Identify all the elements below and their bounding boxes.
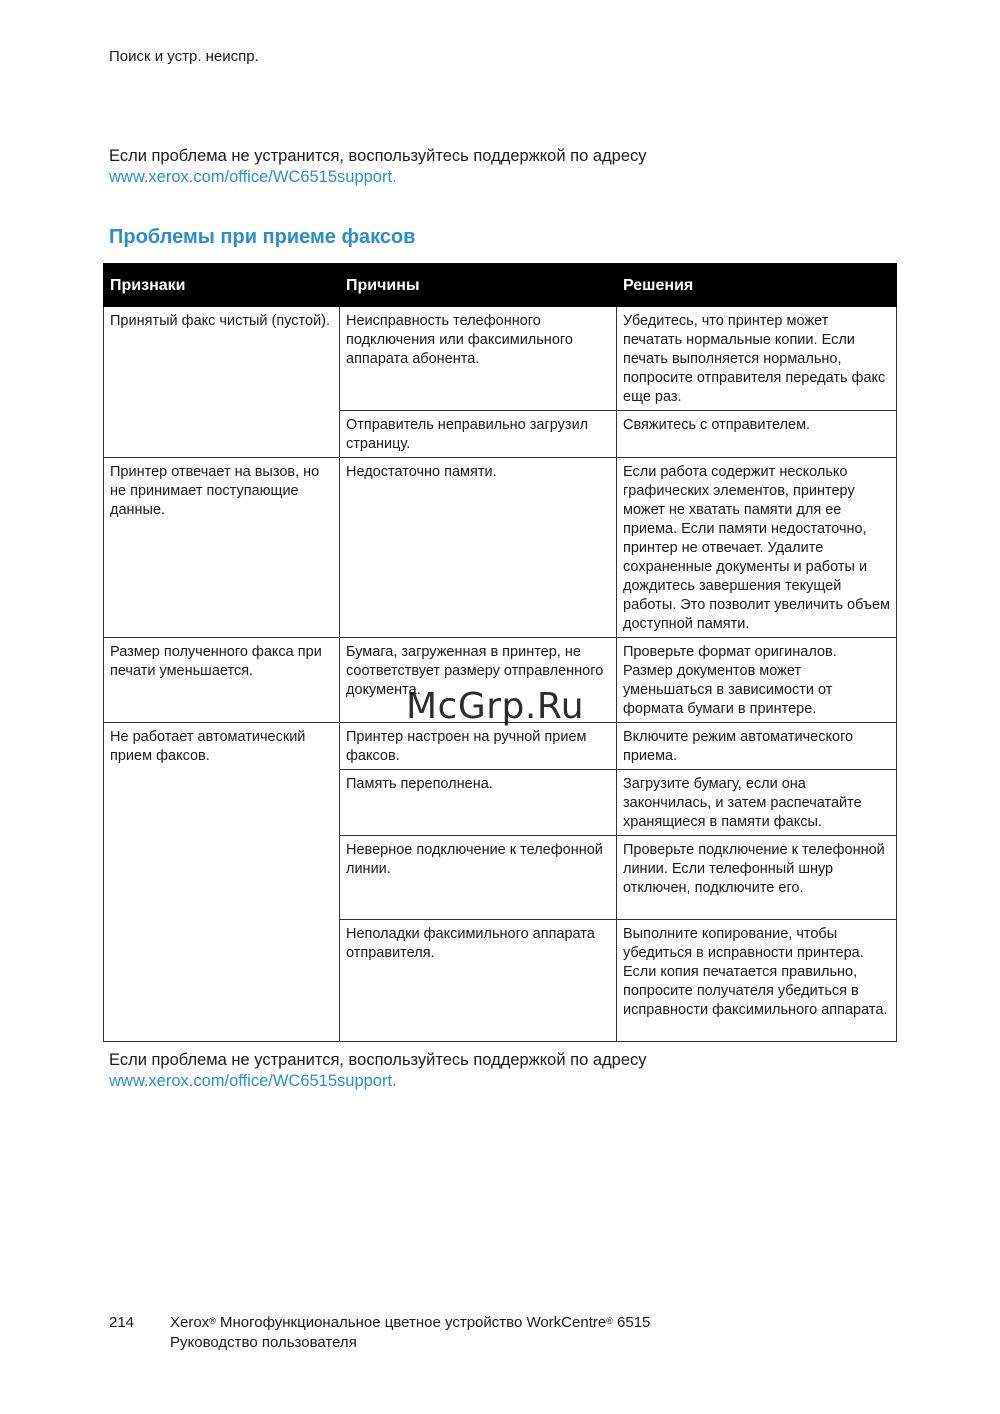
page-footer xyxy=(109,1313,650,1353)
cause-cell: Память переполнена. xyxy=(340,770,617,836)
table-header-row xyxy=(104,264,897,307)
outro-text: Если проблема не устранится, воспользуйтесь поддержкой по адресу xyxy=(109,1051,647,1069)
outro-paragraph xyxy=(109,1050,647,1092)
table-row xyxy=(104,723,897,770)
cause-cell: Неверное подключение к телефонной линии. xyxy=(340,836,617,920)
fax-receive-problems-table xyxy=(103,263,897,1042)
symptom-cell: Принтер отвечает на вызов, но не принимает поступающие данные. xyxy=(104,458,340,638)
header-causes: Причины xyxy=(340,264,617,307)
footer-product-line xyxy=(170,1313,650,1333)
cause-cell: Недостаточно памяти. xyxy=(340,458,617,638)
watermark: McGrp.Ru xyxy=(406,686,585,727)
outro-support-link[interactable]: www.xerox.com/office/WC6515support. xyxy=(109,1072,397,1090)
cause-cell: Принтер настроен на ручной прием факсов. xyxy=(340,723,617,770)
cause-cell: Бумага, загруженная в принтер, не соответствует размеру отправленного документа. xyxy=(340,638,617,723)
section-title: Проблемы при приеме факсов xyxy=(109,226,416,248)
header-solutions: Решения xyxy=(617,264,897,307)
footer-subtitle: Руководство пользователя xyxy=(170,1334,357,1351)
table-row xyxy=(104,307,897,411)
cause-cell: Неисправность телефонного подключения или факсимильного аппарата абонента. xyxy=(340,307,617,411)
cause-cell: Неполадки факсимильного аппарата отправителя. xyxy=(340,920,617,1042)
footer-model: 6515 xyxy=(612,1314,651,1331)
solution-cell: Проверьте формат оригиналов. Размер документов может уменьшаться в зависимости от формата бумаги в принтере. xyxy=(617,638,897,723)
cause-cell: Отправитель неправильно загрузил страницу. xyxy=(340,411,617,458)
registered-mark: ® xyxy=(209,1316,216,1326)
solution-cell: Выполните копирование, чтобы убедиться в исправности принтера. Если копия печатается правильно, попросите получателя убедиться в исправности факсимильного аппарата. xyxy=(617,920,897,1042)
table-row xyxy=(104,458,897,638)
registered-mark: ® xyxy=(606,1316,613,1326)
solution-cell: Загрузите бумагу, если она закончилась, и затем распечатайте хранящиеся в памяти факсы. xyxy=(617,770,897,836)
footer-product-info xyxy=(170,1313,650,1353)
solution-cell: Включите режим автоматического приема. xyxy=(617,723,897,770)
symptom-cell: Размер полученного факса при печати уменьшается. xyxy=(104,638,340,723)
solution-cell: Свяжитесь с отправителем. xyxy=(617,411,897,458)
intro-text: Если проблема не устранится, воспользуйтесь поддержкой по адресу xyxy=(109,147,647,165)
solution-cell: Убедитесь, что принтер может печатать нормальные копии. Если печать выполняется нормально, попросите отправителя передать факс еще раз. xyxy=(617,307,897,411)
page-number: 214 xyxy=(109,1314,135,1331)
symptom-cell: Принятый факс чистый (пустой). xyxy=(104,307,340,458)
footer-brand: Xerox xyxy=(170,1314,210,1331)
intro-paragraph xyxy=(109,146,647,188)
solution-cell: Если работа содержит несколько графических элементов, принтеру может не хватать памяти для ее приема. Если памяти недостаточно, принтер не отвечает. Удалите сохраненные документы и работы и дождитесь завершения текущей работы. Это позволит увеличить объем доступной памяти. xyxy=(617,458,897,638)
breadcrumb: Поиск и устр. неиспр. xyxy=(109,48,259,65)
solution-cell: Проверьте подключение к телефонной линии. Если телефонный шнур отключен, подключите его. xyxy=(617,836,897,920)
symptom-cell: Не работает автоматический прием факсов. xyxy=(104,723,340,1042)
intro-support-link[interactable]: www.xerox.com/office/WC6515support. xyxy=(109,168,397,186)
footer-product: Многофункциональное цветное устройство WorkCentre xyxy=(215,1314,607,1331)
header-symptoms: Признаки xyxy=(104,264,340,307)
